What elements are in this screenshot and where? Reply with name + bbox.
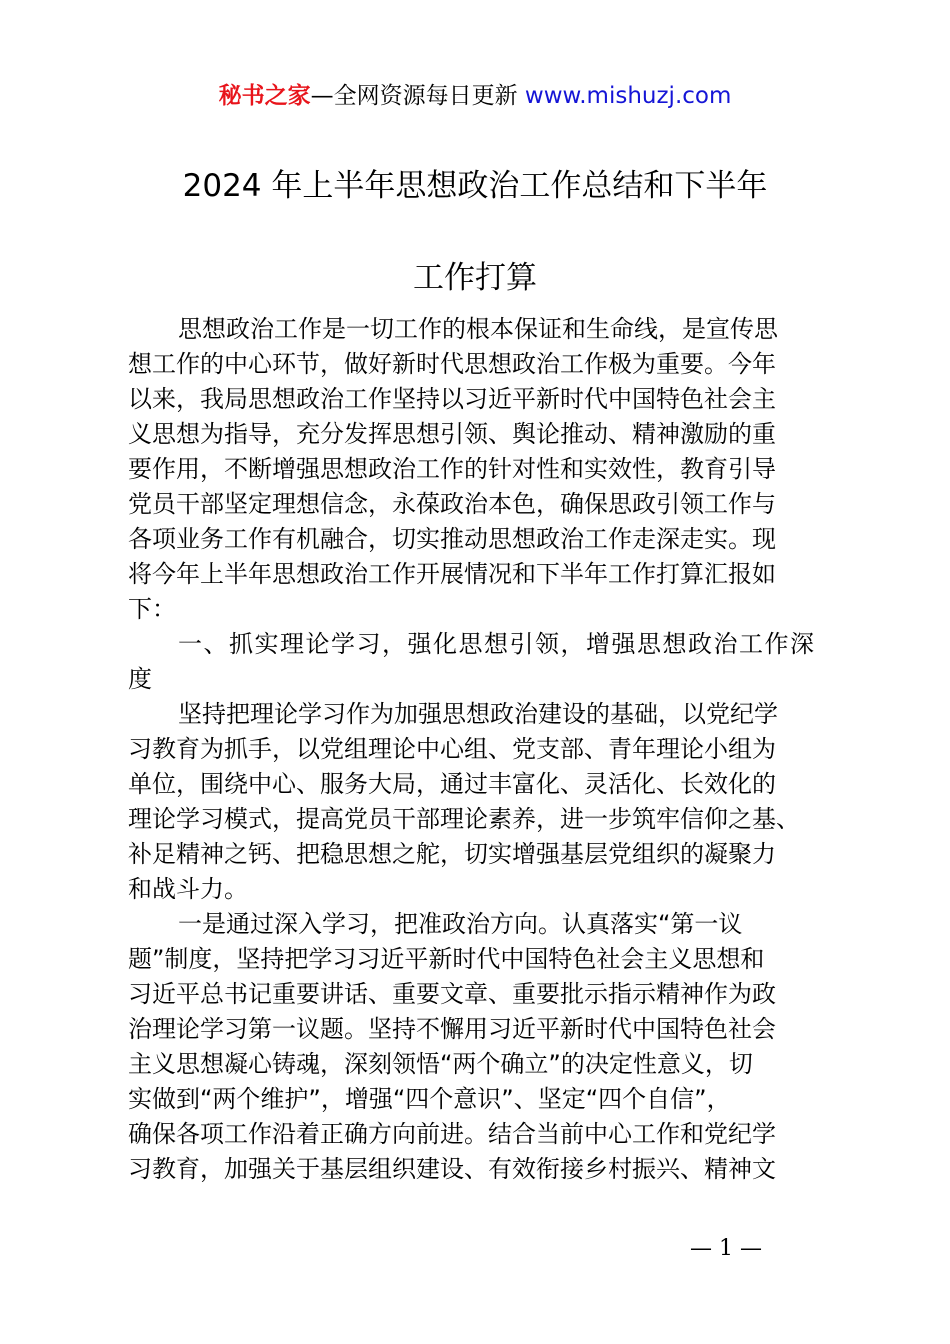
body-line: 确保各项工作沿着正确方向前进。结合当前中心工作和党纪学 <box>128 1120 776 1148</box>
body-line: 下： <box>128 595 176 623</box>
site-brand: 秘书之家 <box>218 83 311 109</box>
body-line: 实做到“两个维护”，增强“四个意识”、坚定“四个自信”， <box>128 1085 731 1113</box>
page-number: — 1 — <box>690 1236 762 1261</box>
body-line: 主义思想凝心铸魂，深刻领悟“两个确立”的决定性意义，切 <box>128 1050 753 1078</box>
body-line: 和战斗力。 <box>128 875 248 903</box>
section-heading-continuation: 度 <box>128 665 152 693</box>
body-line: 坚持把理论学习作为加强思想政治建设的基础，以党纪学 <box>178 700 778 728</box>
body-line: 一是通过深入学习，把准政治方向。认真落实“第一议 <box>178 910 743 938</box>
body-line: 要作用，不断增强思想政治工作的针对性和实效性，教育引导 <box>128 455 776 483</box>
body-line: 各项业务工作有机融合，切实推动思想政治工作走深走实。现 <box>128 525 776 553</box>
body-line: 思想政治工作是一切工作的根本保证和生命线，是宣传思 <box>178 315 778 343</box>
body-line: 题”制度，坚持把学习习近平新时代中国特色社会主义思想和 <box>128 945 765 973</box>
body-line: 习近平总书记重要讲话、重要文章、重要批示指示精神作为政 <box>128 980 776 1008</box>
document-title-line-1: 2024 年上半年思想政治工作总结和下半年 <box>182 168 768 204</box>
body-line: 习教育为抓手，以党组理论中心组、党支部、青年理论小组为 <box>128 735 776 763</box>
site-tagline: —全网资源每日更新 <box>310 83 525 109</box>
body-line: 将今年上半年思想政治工作开展情况和下半年工作打算汇报如 <box>128 560 776 588</box>
body-line: 义思想为指导，充分发挥思想引领、舆论推动、精神激励的重 <box>128 420 776 448</box>
body-line: 补足精神之钙、把稳思想之舵，切实增强基层党组织的凝聚力 <box>128 840 776 868</box>
document-body <box>128 312 848 1187</box>
document-title-line-2: 工作打算 <box>413 260 537 296</box>
body-line: 习教育，加强关于基层组织建设、有效衔接乡村振兴、精神文 <box>128 1155 776 1183</box>
body-line: 想工作的中心环节，做好新时代思想政治工作极为重要。今年 <box>128 350 776 378</box>
body-line: 以来，我局思想政治工作坚持以习近平新时代中国特色社会主 <box>128 385 776 413</box>
body-line: 理论学习模式，提高党员干部理论素养，进一步筑牢信仰之基、 <box>128 805 800 833</box>
body-line: 治理论学习第一议题。坚持不懈用习近平新时代中国特色社会 <box>128 1015 776 1043</box>
site-banner <box>0 80 950 112</box>
section-heading: 一、抓实理论学习，强化思想引领，增强思想政治工作深 <box>178 630 816 658</box>
body-line: 单位，围绕中心、服务大局，通过丰富化、灵活化、长效化的 <box>128 770 776 798</box>
body-line: 党员干部坚定理想信念，永葆政治本色，确保思政引领工作与 <box>128 490 776 518</box>
site-url-link[interactable]: www.mishuzj.com <box>524 83 732 109</box>
